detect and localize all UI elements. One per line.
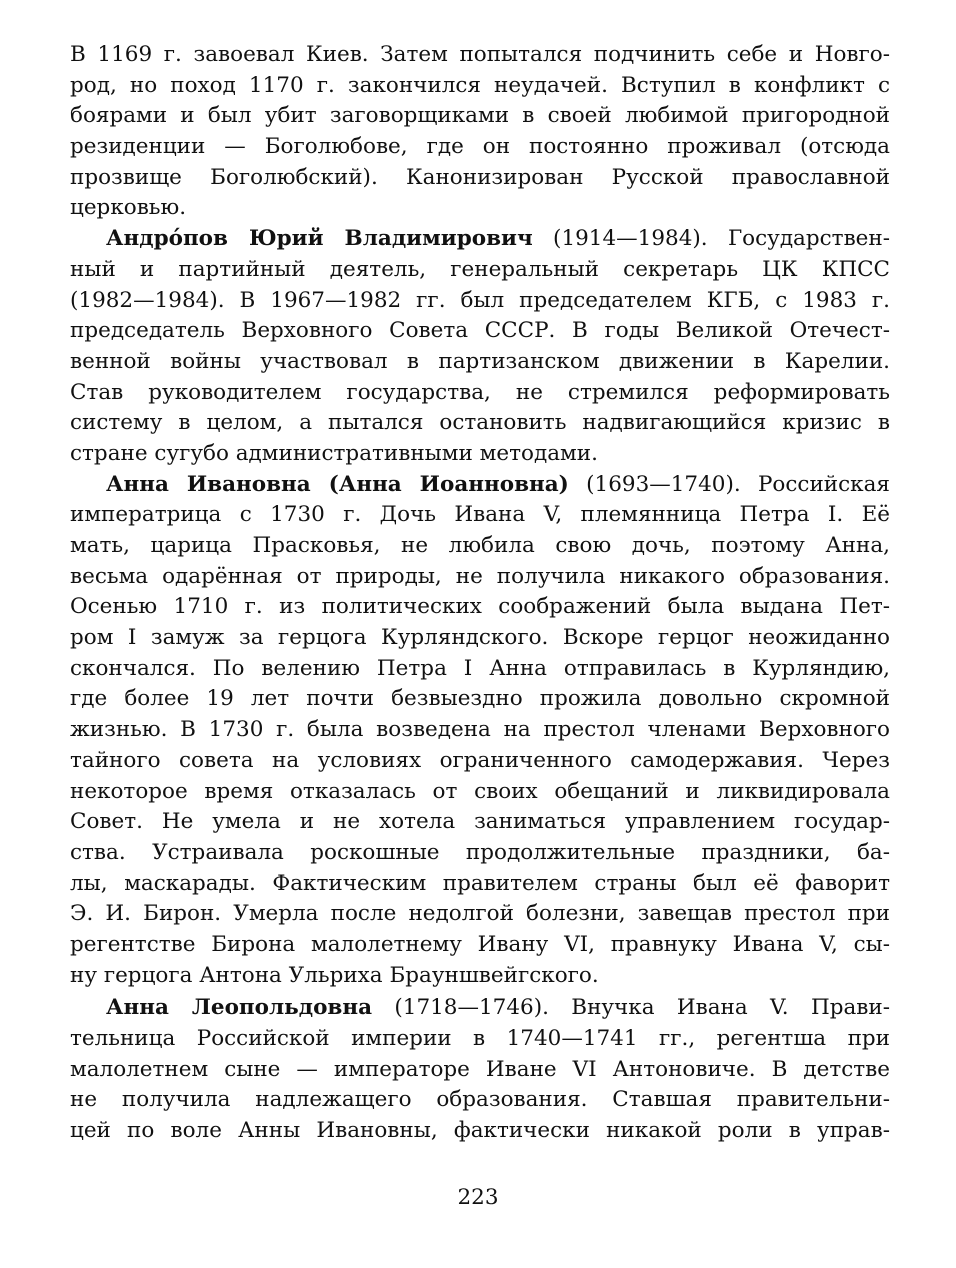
- page-number: 223: [457, 1185, 499, 1210]
- text-line: боярами и был убит заговорщиками в своей любимой пригородной: [70, 103, 890, 129]
- entry-dates: (1693—1740). Российская: [568, 471, 890, 497]
- text-line: Э. И. Бирон. Умерла после недолгой болезни, завещав престол при: [70, 901, 890, 927]
- entry-first-line: [70, 470, 890, 501]
- text-line: Осенью 1710 г. из политических соображений была выдана Пет-: [70, 594, 890, 620]
- page-body: [70, 40, 890, 1147]
- entry-andropov: [70, 224, 890, 470]
- text-line: скончался. По велению Петра I Анна отправилась в Курляндию,: [70, 655, 890, 681]
- text-line: церковью.: [70, 195, 187, 221]
- entry-heading: Анна Леопольдовна: [106, 995, 373, 1021]
- text-line: род, но поход 1170 г. закончился неудачей. Вступил в конфликт с: [70, 72, 890, 98]
- entry-anna-ivanovna: [70, 470, 890, 992]
- text-line: мать, царица Прасковья, не любила свою дочь, поэтому Анна,: [70, 533, 890, 558]
- entry-anna-leopoldovna: [70, 993, 890, 1146]
- text-line: не получила надлежащего образования. Ставшая правительни-: [70, 1087, 890, 1113]
- text-line: некоторое время отказалась от своих обещаний и ликвидировала: [70, 778, 890, 804]
- text-line: резиденции — Боголюбове, где он постоянно проживал (отсюда: [70, 134, 890, 160]
- entry-first-line: [70, 993, 890, 1024]
- text-line: где более 19 лет почти безвыездно прожила довольно скромной: [70, 686, 890, 712]
- entry-heading: Андрóпов Юрий Владимирович: [106, 226, 533, 252]
- text-line: председатель Верховного Совета СССР. В годы Великой Отечест-: [70, 318, 890, 344]
- text-line: цей по воле Анны Ивановны, фактически никакой роли в управ-: [70, 1118, 890, 1144]
- text-line: малолетнем сыне — императоре Иване VI Антоновиче. В детстве: [70, 1056, 890, 1082]
- text-line: (1982—1984). В 1967—1982 гг. был председателем КГБ, с 1983 г.: [70, 287, 890, 313]
- text-line: прозвище Боголюбский). Канонизирован Русской православной: [70, 164, 890, 190]
- entry-dates: (1914—1984). Государствен-: [532, 226, 890, 252]
- entry-heading: Анна Ивановна (Анна Иоанновна): [106, 471, 569, 497]
- entry-continuation: [70, 40, 890, 224]
- text-line: тельница Российской империи в 1740—1741 гг., регентша при: [70, 1026, 890, 1051]
- text-line: Совет. Не умела и не хотела заниматься управлением государ-: [70, 809, 890, 835]
- text-line: ный и партийный деятель, генеральный секретарь ЦК КПСС: [70, 256, 890, 282]
- text-line: Став руководителем государства, не стремился реформировать: [70, 379, 890, 405]
- text-line: ства. Устраивала роскошные продолжительные праздники, ба-: [70, 839, 890, 865]
- text-line: венной войны участвовал в партизанском движении в Карелии.: [70, 348, 890, 374]
- text-line: тайного совета на условиях ограниченного самодержавия. Через: [70, 747, 890, 773]
- text-line: стране сугубо административными методами.: [70, 440, 598, 466]
- text-line: весьма одарённая от природы, не получила никакого образования.: [70, 563, 890, 589]
- text-line: императрица с 1730 г. Дочь Ивана V, племянница Петра I. Её: [70, 502, 890, 528]
- text-line: ну герцога Антона Ульриха Брауншвейгского.: [70, 962, 599, 988]
- text-line: жизнью. В 1730 г. была возведена на престол членами Верховного: [70, 717, 890, 743]
- text-line: регентстве Бирона малолетнему Ивану VI, правнуку Ивана V, сы-: [70, 931, 890, 957]
- text-line: В 1169 г. завоевал Киев. Затем попытался подчинить себе и Новго-: [70, 42, 890, 67]
- text-line: систему в целом, а пытался остановить надвигающийся кризис в: [70, 410, 890, 436]
- text-line: лы, маскарады. Фактическим правителем страны был её фаворит: [70, 870, 890, 896]
- text-line: ром I замуж за герцога Курляндского. Вскоре герцог неожиданно: [70, 625, 890, 651]
- entry-dates: (1718—1746). Внучка Ивана V. Прави-: [372, 995, 890, 1021]
- entry-first-line: [70, 224, 890, 255]
